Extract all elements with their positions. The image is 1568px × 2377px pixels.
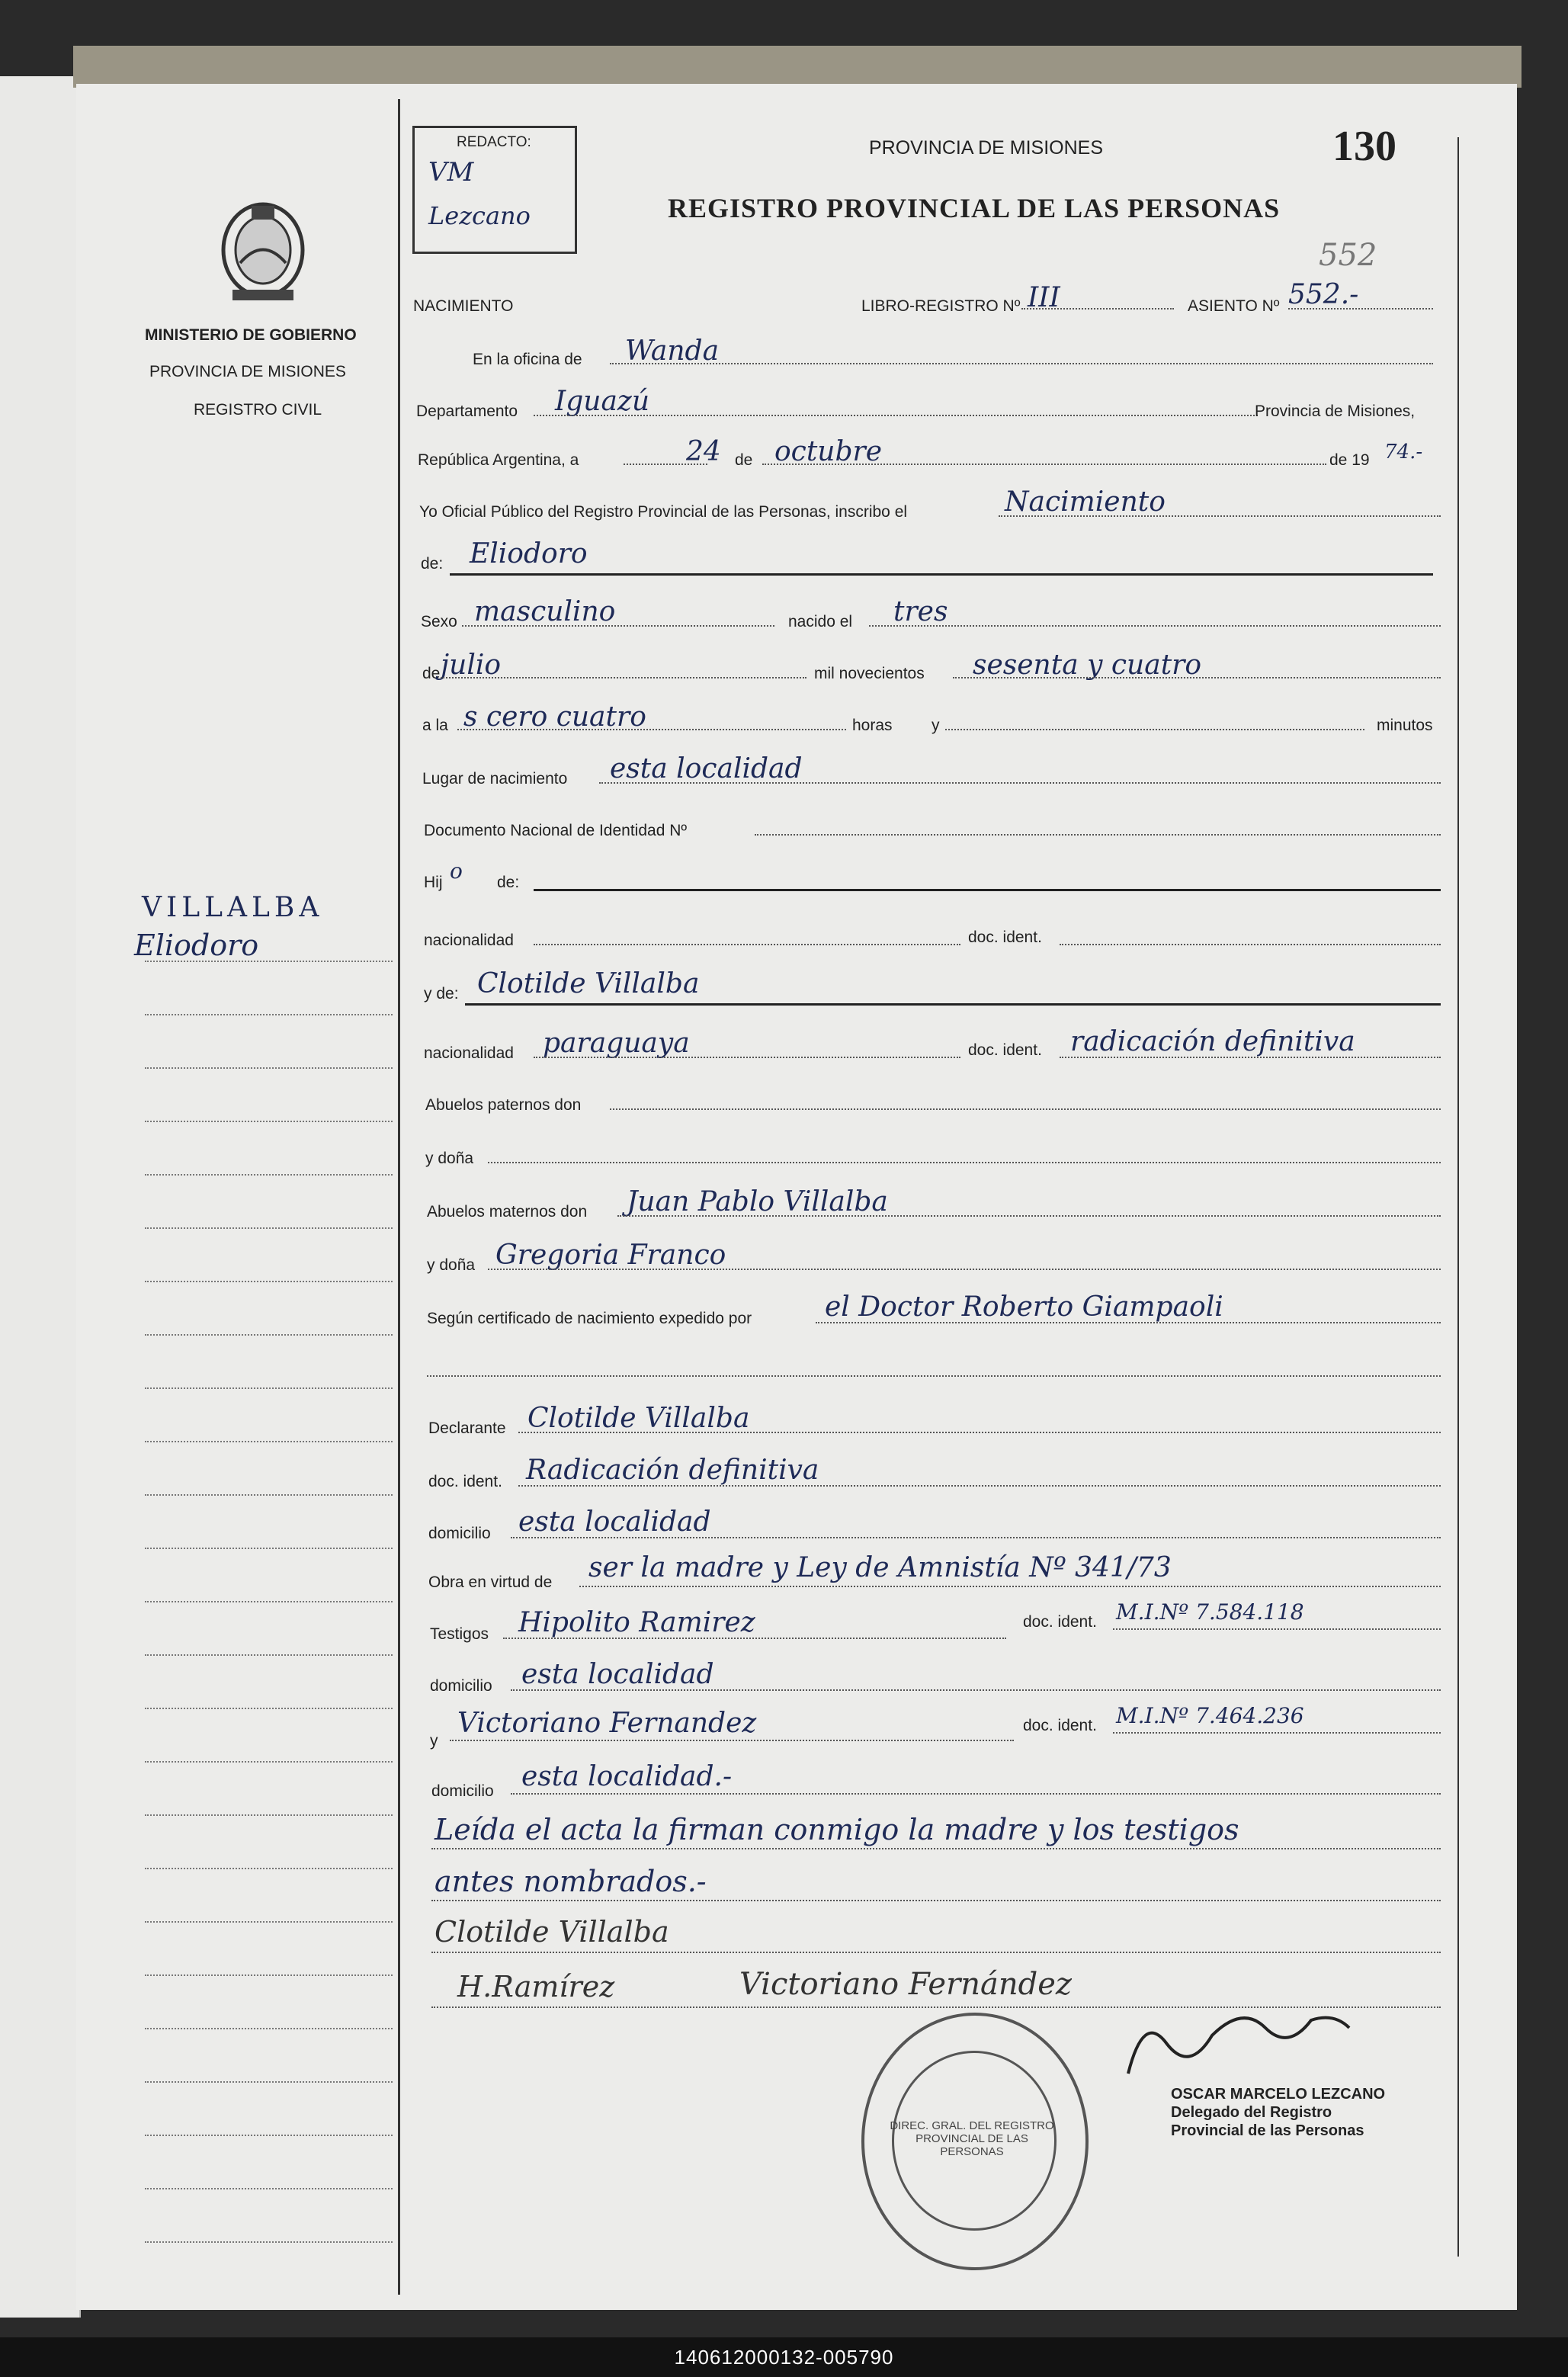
de-label: de: [421, 555, 444, 573]
departamento-label: Departamento [416, 403, 518, 420]
coat-of-arms-emblem [210, 191, 316, 305]
oficina-value: Wanda [625, 335, 720, 367]
de3-label: de [422, 665, 441, 682]
margin-rule [145, 1334, 393, 1336]
mes-value: julio [441, 650, 502, 681]
margin-rule [145, 1761, 393, 1763]
abuelos-maternos-label: Abuelos maternos don [427, 1203, 588, 1221]
departamento-value: Iguazú [555, 386, 650, 417]
facing-page [0, 76, 81, 2318]
de4-label: de: [497, 874, 520, 891]
testigos-label: Testigos [430, 1625, 489, 1643]
nombre-value: Eliodoro [470, 538, 588, 569]
hijo-label: Hij [424, 874, 443, 891]
nacido-label: nacido el [788, 613, 853, 630]
fecha-year-label: de 19 [1329, 451, 1370, 469]
book-binding [73, 46, 1522, 88]
segun-label: Según certificado de nacimiento expedido por [427, 1310, 752, 1327]
obra-label: Obra en virtud de [428, 1573, 553, 1591]
domicilio2-label: domicilio [430, 1677, 492, 1695]
oficina-label: En la oficina de [473, 351, 582, 368]
fecha-de-label: de [735, 451, 753, 469]
margin-given-name: Eliodoro [134, 929, 259, 962]
signature-witness2: Victoriano Fernández [739, 1967, 1072, 2002]
y2-label: y [430, 1732, 438, 1750]
redacto-name: Lezcano [428, 201, 531, 230]
horas-label: horas [852, 717, 893, 734]
margin-rule [145, 1814, 393, 1816]
margin-rule [145, 1174, 393, 1176]
fecha-year: 74.- [1384, 441, 1423, 464]
margin-rule [145, 1708, 393, 1709]
nacionalidad2-label: nacionalidad [424, 1044, 514, 1062]
nacionalidad-label: nacionalidad [424, 932, 514, 949]
redacto-box [412, 126, 577, 254]
nacido-value: tres [893, 596, 948, 627]
mil-label: mil novecientos [814, 665, 925, 682]
officer-title-line3: Provincial de las Personas [1171, 2122, 1364, 2139]
testigo1-value: Hipolito Ramirez [518, 1607, 755, 1638]
testigo2-doc: M.I.Nº 7.464.236 [1116, 1703, 1304, 1728]
domicilio-label: domicilio [428, 1525, 491, 1542]
oficial-value: Nacimiento [1005, 486, 1166, 518]
domicilio3-value: esta localidad.- [521, 1761, 733, 1792]
margin-rule [145, 1441, 393, 1442]
republica-label: República Argentina, a [418, 451, 579, 469]
margin-rule [145, 1067, 393, 1069]
redacto-initials: VM [428, 157, 474, 188]
ministry-line1: MINISTERIO DE GOBIERNO [145, 326, 357, 344]
doc-ident-label: doc. ident. [968, 929, 1042, 946]
officer-name: OSCAR MARCELO LEZCANO [1171, 2086, 1386, 2103]
nacionalidad2-value: paraguaya [543, 1028, 690, 1059]
domicilio2-value: esta localidad [521, 1659, 714, 1690]
margin-rule [145, 2028, 393, 2029]
margin-surname: VILLALBA [142, 892, 324, 923]
testigo1-doc: M.I.Nº 7.584.118 [1116, 1599, 1304, 1625]
signature-mother: Clotilde Villalba [434, 1915, 669, 1949]
margin-rule [145, 2188, 393, 2189]
ydona-label: y doña [425, 1150, 474, 1167]
redacto-label: REDACTO: [457, 134, 531, 150]
madre-value: Clotilde Villalba [477, 968, 700, 999]
margin-rule [145, 2135, 393, 2136]
domicilio-value: esta localidad [518, 1506, 711, 1538]
doc-ident2-label: doc. ident. [968, 1041, 1042, 1059]
doc-ident2-value: radicación definitiva [1070, 1026, 1355, 1057]
provincia-label: Provincia de Misiones, [1255, 403, 1416, 420]
domicilio3-label: domicilio [431, 1782, 494, 1800]
margin-rule [145, 1601, 393, 1602]
hijo-suffix: o [450, 858, 463, 884]
doc-ident3-value: Radicación definitiva [526, 1455, 819, 1486]
margin-rule [145, 1868, 393, 1869]
province-heading: PROVINCIA DE MISIONES [869, 137, 1104, 159]
doc-ident5-label: doc. ident. [1023, 1717, 1097, 1734]
doc-ident4-label: doc. ident. [1023, 1613, 1097, 1631]
obra-value: ser la madre y Ley de Amnistía Nº 341/73 [588, 1552, 1172, 1583]
asiento-value: 552.- [1288, 279, 1359, 310]
testigo2-value: Victoriano Fernandez [457, 1708, 757, 1739]
closing-line-2: antes nombrados.- [434, 1865, 707, 1898]
margin-rule [145, 1654, 393, 1656]
seal-text: DIREC. GRAL. DEL REGISTRO PROVINCIAL DE LAS PERSONAS [890, 2119, 1054, 2158]
libro-value: III [1028, 282, 1060, 313]
margin-rule [145, 1548, 393, 1549]
margin-rule [145, 2081, 393, 2083]
page-title: REGISTRO PROVINCIAL DE LAS PERSONAS [668, 193, 1281, 223]
libro-label: LIBRO-REGISTRO Nº [861, 297, 1021, 315]
ydona2-label: y doña [427, 1256, 476, 1274]
officer-title-line2: Delegado del Registro [1171, 2104, 1332, 2121]
anio-value: sesenta y cuatro [973, 650, 1202, 681]
fecha-mes: octubre [774, 436, 883, 467]
signature-witness1: H.Ramírez [457, 1970, 615, 2003]
officer-signature [1121, 1997, 1364, 2096]
abuelos-paternos-label: Abuelos paternos don [425, 1096, 582, 1114]
margin-rule [145, 1121, 393, 1122]
abuela-materna-value: Gregoria Franco [495, 1240, 726, 1271]
hora-value: s cero cuatro [463, 701, 646, 733]
asiento-label: ASIENTO Nº [1188, 297, 1280, 315]
minutos-label: minutos [1377, 717, 1433, 734]
margin-number: 552 [1319, 238, 1377, 273]
margin-rule [145, 1974, 393, 1976]
margin-rule [145, 1227, 393, 1229]
sexo-label: Sexo [421, 613, 457, 630]
oficial-label: Yo Oficial Público del Registro Provincial de las Personas, inscribo el [419, 503, 908, 521]
ministry-line2: PROVINCIA DE MISIONES [149, 363, 346, 380]
lugar-value: esta localidad [610, 753, 803, 784]
margin-rule [145, 1494, 393, 1496]
margin-rule [145, 1281, 393, 1282]
ala-label: a la [422, 717, 448, 734]
segun-value: el Doctor Roberto Giampaoli [825, 1291, 1223, 1323]
nacimiento-label: NACIMIENTO [413, 297, 514, 315]
margin-rule [145, 961, 393, 962]
declarante-label: Declarante [428, 1419, 506, 1437]
abuelo-materno-value: Juan Pablo Villalba [627, 1186, 888, 1217]
declarante-value: Clotilde Villalba [527, 1403, 750, 1434]
margin-rule [145, 1387, 393, 1389]
lugar-label: Lugar de nacimiento [422, 770, 568, 788]
yde-label: y de: [424, 985, 459, 1002]
page-number: 130 [1332, 123, 1396, 170]
margin-divider [398, 99, 400, 2295]
ministry-line3: REGISTRO CIVIL [194, 401, 322, 419]
right-rule [1457, 137, 1459, 2257]
doc-ident3-label: doc. ident. [428, 1473, 502, 1490]
closing-line-1: Leída el acta la firman conmigo la madre y los testigos [434, 1813, 1239, 1846]
footer-code: 140612000132-005790 [0, 2337, 1568, 2377]
fecha-dia: 24 [686, 436, 721, 467]
margin-rule [145, 1921, 393, 1923]
dni-label: Documento Nacional de Identidad Nº [424, 822, 688, 839]
y-label: y [932, 717, 940, 734]
margin-rule [145, 1014, 393, 1015]
margin-rule [145, 2241, 393, 2243]
sexo-value: masculino [474, 596, 616, 627]
